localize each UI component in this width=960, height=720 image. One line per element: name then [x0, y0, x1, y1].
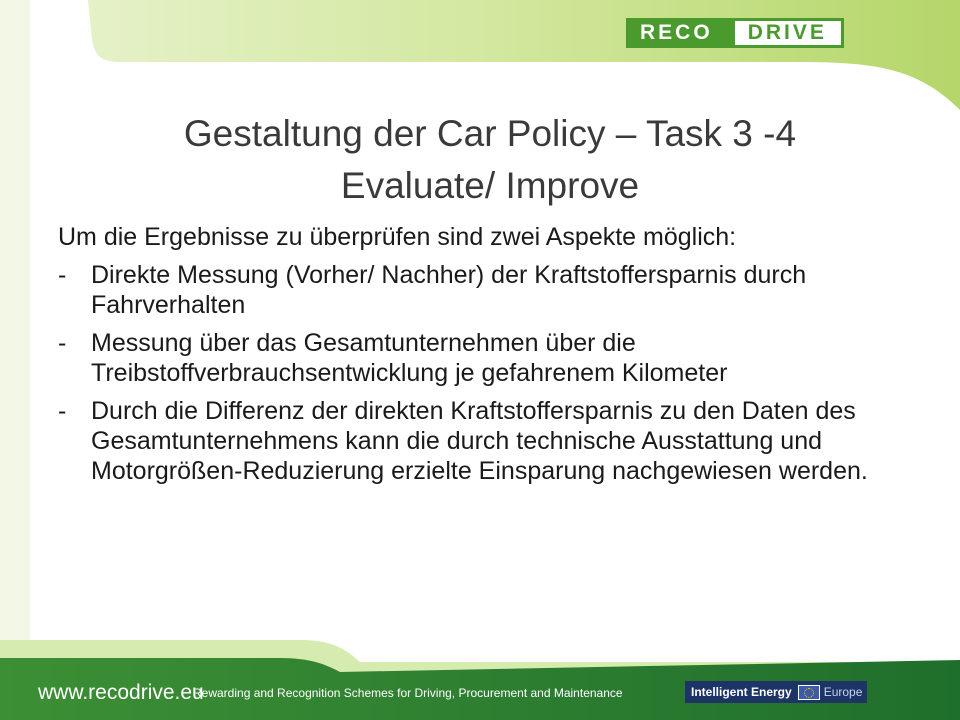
footer-tagline: Rewarding and Recognition Schemes for Driving, Procurement and Maintenance — [193, 686, 623, 700]
recodrive-logo — [626, 18, 844, 48]
iee-europe-label: Europe — [823, 685, 863, 699]
bullet-item — [58, 260, 918, 320]
bullet-text: Durch die Differenz der direkten Kraftstoffersparnis zu den Daten des Gesamtunternehmens kann die durch technische Ausstattung und Motorgrößen-Reduzierung erzielte Einsparung nachgewiesen werden. — [91, 397, 868, 485]
title-line-2: Evaluate/ Improve — [340, 165, 640, 206]
bullet-text: Direkte Messung (Vorher/ Nachher) der Kraftstoffersparnis durch Fahrverhalten — [91, 261, 807, 319]
intro-text: Um die Ergebnisse zu überprüfen sind zwei Aspekte möglich: — [58, 223, 737, 251]
slide-body — [58, 222, 918, 494]
bullet-marker: - — [58, 397, 67, 425]
eu-flag-icon — [798, 685, 820, 700]
iee-label: Intelligent Energy — [691, 685, 792, 699]
bullet-item — [58, 396, 918, 486]
bullet-item — [58, 328, 918, 388]
bullet-marker: - — [58, 261, 67, 289]
logo-drive-text: DRIVE — [725, 18, 844, 48]
slide-title — [60, 108, 920, 212]
logo-reco-text: RECO — [626, 18, 735, 48]
bullet-marker: - — [58, 329, 67, 357]
intelligent-energy-europe-logo — [685, 681, 867, 703]
bullet-text: Messung über das Gesamtunternehmen über die Treibstoffverbrauchsentwicklung je gefahrenem Kilometer — [91, 329, 728, 387]
title-line-1: Gestaltung der Car Policy – Task 3 -4 — [183, 113, 797, 154]
footer-url-link[interactable]: www.recodrive.eu — [38, 681, 204, 704]
